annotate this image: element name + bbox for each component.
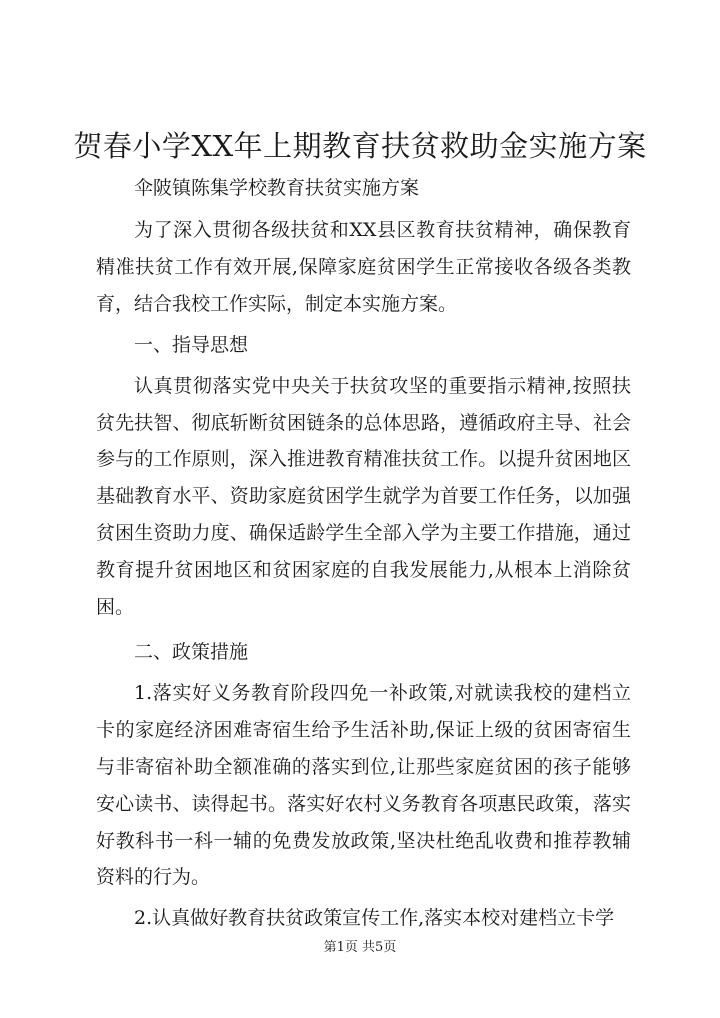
intro-paragraph: 为了深入贯彻各级扶贫和XX县区教育扶贫精神，确保教育精准扶贫工作有效开展,保障家庭贫困学生正常接收各级各类教育，结合我校工作实际，制定本实施方案。 (96, 219, 631, 315)
section-heading-policy-measures: 二、政策措施 (134, 640, 249, 663)
section-heading-guiding-ideology: 一、指导思想 (134, 333, 249, 356)
policy-item-2: 2.认真做好教育扶贫政策宣传工作,落实本校对建档立卡学 (134, 907, 615, 930)
policy-item-1: 1.落实好义务教育阶段四免一补政策,对就读我校的建档立卡的家庭经济困难寄宿生给予生活补助,保证上级的贫困寄宿生与非寄宿补助全额准确的落实到位,让那些家庭贫困的孩子能够安心读书、读得起书。落实好农村义务教育各项惠民政策，落实好教科书一科一辅的免费发放政策,坚决杜绝乱收费和推荐教辅资料的行为。 (96, 681, 631, 889)
document-title: 贺春小学XX年上期教育扶贫救助金实施方案 (73, 129, 647, 163)
guiding-ideology-paragraph: 认真贯彻落实党中央关于扶贫攻坚的重要指示精神,按照扶贫先扶智、彻底斩断贫困链条的总体思路，遵循政府主导、社会参与的工作原则，深入推进教育精准扶贫工作。以提升贫困地区基础教育水平、资助家庭贫困学生就学为首要工作任务，以加强贫困生资助力度、确保适龄学生全部入学为主要工作措施，通过教育提升贫困地区和贫困家庭的自我发展能力,从根本上消除贫困。 (96, 374, 631, 619)
document-subtitle: 伞陂镇陈集学校教育扶贫实施方案 (134, 177, 420, 199)
document-body (96, 176, 631, 937)
page-footer: 第1页 共5页 (323, 940, 397, 955)
